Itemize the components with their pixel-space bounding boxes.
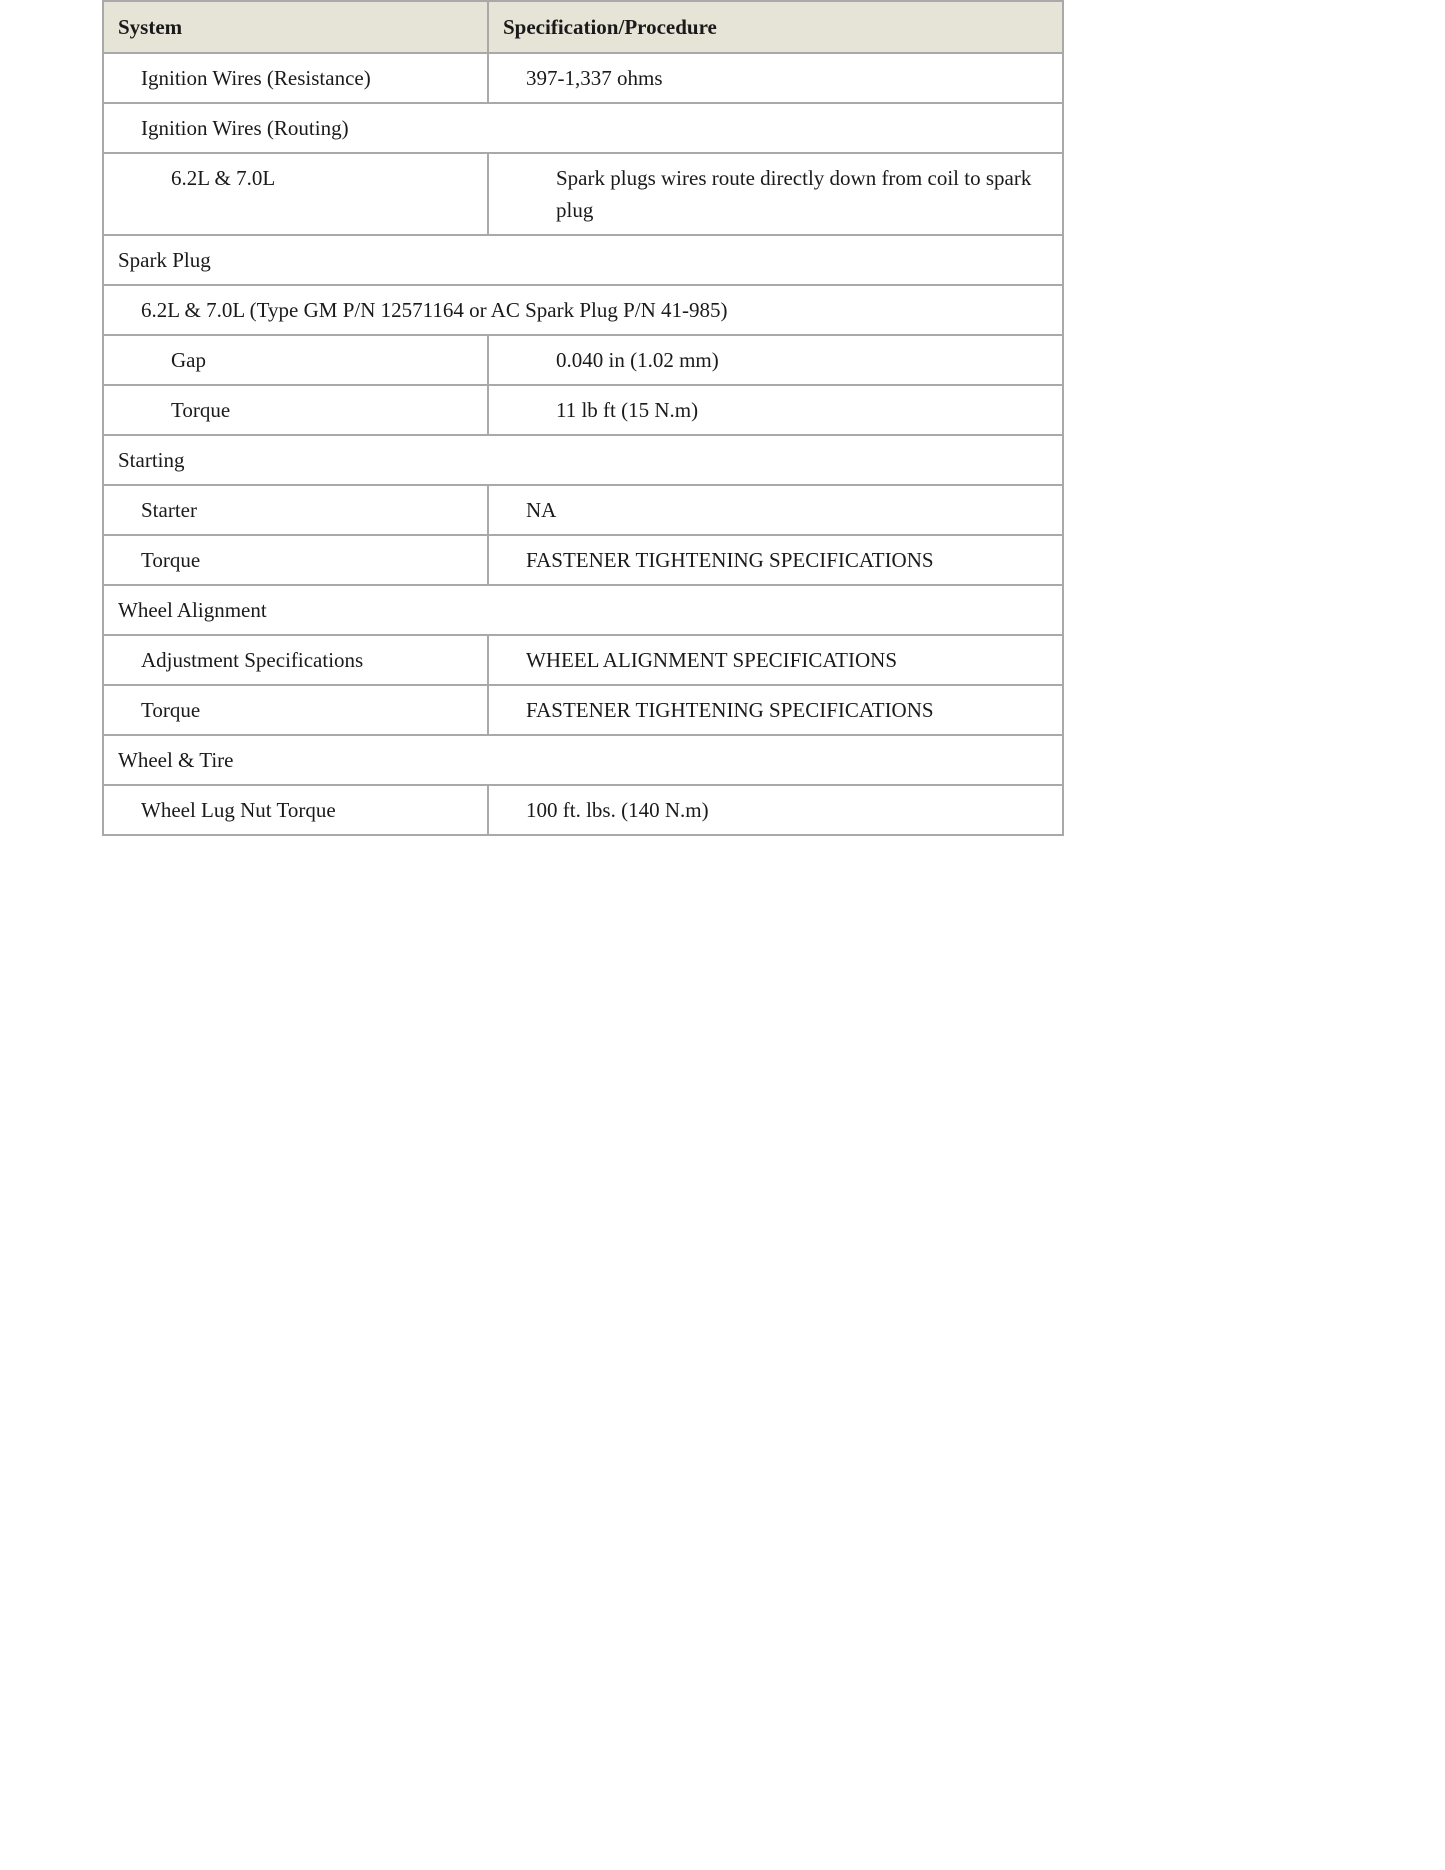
specification-cell: Spark plugs wires route directly down from coil to spark plug <box>488 153 1063 235</box>
column-header-system: System <box>103 1 488 53</box>
table-row <box>103 785 1063 835</box>
table-body <box>103 53 1063 835</box>
system-cell: Gap <box>103 335 488 385</box>
system-cell: Starter <box>103 485 488 535</box>
table-header-row <box>103 1 1063 53</box>
section-label: Wheel & Tire <box>103 735 1063 785</box>
system-cell: Torque <box>103 385 488 435</box>
system-cell: 6.2L & 7.0L <box>103 153 488 235</box>
specification-cell: 100 ft. lbs. (140 N.m) <box>488 785 1063 835</box>
section-label: Wheel Alignment <box>103 585 1063 635</box>
table-row <box>103 635 1063 685</box>
specification-cell: 11 lb ft (15 N.m) <box>488 385 1063 435</box>
table-row <box>103 535 1063 585</box>
section-label: Spark Plug <box>103 235 1063 285</box>
section-label: 6.2L & 7.0L (Type GM P/N 12571164 or AC Spark Plug P/N 41-985) <box>103 285 1063 335</box>
section-row <box>103 285 1063 335</box>
section-row <box>103 235 1063 285</box>
system-cell: Adjustment Specifications <box>103 635 488 685</box>
section-label: Ignition Wires (Routing) <box>103 103 1063 153</box>
section-label: Starting <box>103 435 1063 485</box>
specification-cell: FASTENER TIGHTENING SPECIFICATIONS <box>488 535 1063 585</box>
table-row <box>103 485 1063 535</box>
table-row <box>103 153 1063 235</box>
section-row <box>103 103 1063 153</box>
section-row <box>103 435 1063 485</box>
specification-cell: WHEEL ALIGNMENT SPECIFICATIONS <box>488 635 1063 685</box>
specification-cell: NA <box>488 485 1063 535</box>
specification-cell: FASTENER TIGHTENING SPECIFICATIONS <box>488 685 1063 735</box>
section-row <box>103 585 1063 635</box>
specification-cell: 397-1,337 ohms <box>488 53 1063 103</box>
system-cell: Torque <box>103 535 488 585</box>
table-row <box>103 53 1063 103</box>
specification-cell: 0.040 in (1.02 mm) <box>488 335 1063 385</box>
table-row <box>103 335 1063 385</box>
section-row <box>103 735 1063 785</box>
system-cell: Torque <box>103 685 488 735</box>
system-cell: Ignition Wires (Resistance) <box>103 53 488 103</box>
table-row <box>103 385 1063 435</box>
table-row <box>103 685 1063 735</box>
column-header-specification: Specification/Procedure <box>488 1 1063 53</box>
system-cell: Wheel Lug Nut Torque <box>103 785 488 835</box>
specifications-table <box>102 0 1064 836</box>
